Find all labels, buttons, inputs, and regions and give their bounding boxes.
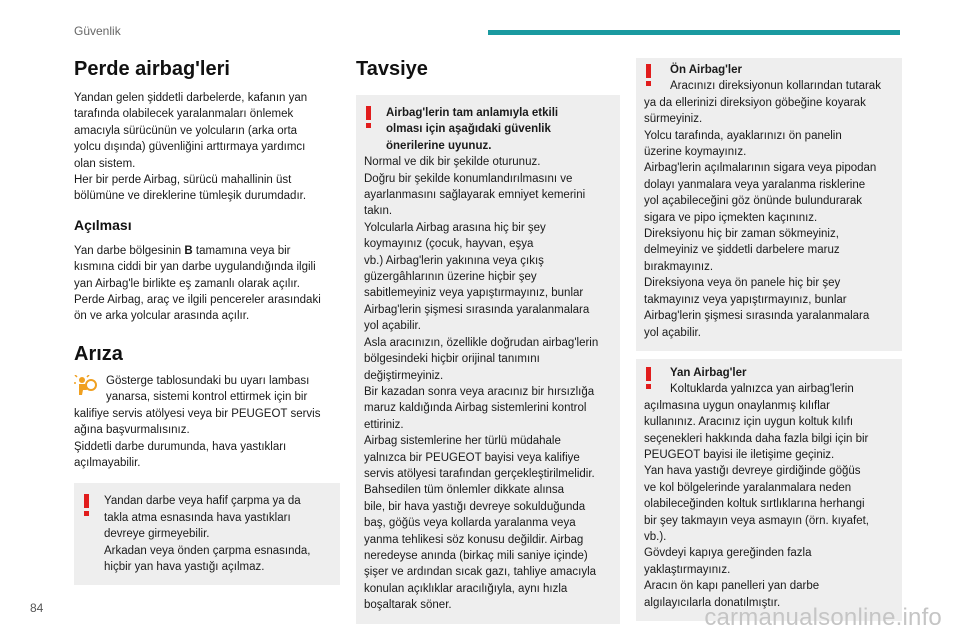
warning-box-side-airbags: [636, 359, 902, 621]
fault-text: Gösterge tablosundaki bu uyarı lambası yanarsa, sistemi kontrol ettirmek için bir kalifiye servis atölyesi veya bir PEUGEOT servis ağına başvurmalısınız. Şiddetli darbe durumunda, hava yastıkları açılmayabilir.: [74, 374, 321, 469]
warning-box-advice: [356, 95, 620, 624]
deployment-text-start: Yan darbe bölgesinin: [74, 244, 185, 257]
front-airbags-heading: Ön Airbag'ler: [670, 64, 742, 76]
side-airbags-heading: Yan Airbag'ler: [670, 366, 747, 379]
airbag-warning-lamp-icon: [74, 375, 98, 397]
exclamation-icon: [646, 64, 651, 86]
section-title-fault: Arıza: [74, 342, 123, 365]
subsection-title-deployment: Açılması: [74, 216, 132, 233]
front-airbags-body: ya da ellerinizi direksiyon göbeğine koyarak sürmeyiniz. Yolcu tarafında, ayaklarınızı ön panelin üzerine koymayınız. Airbag'lerin açılmalarının sigara veya pipodan dolayı yanmalara veya yaralanma risklerine yol açabileceğini göz önünde bulundurarak sigara ve pipo içmekten kaçınınız. Direksiyonu hiç bir zaman sökmeyiniz, delmeyiniz ve şiddetli darbelere maruz bırakmayınız. Direksiyona veya ön panele hiç bir şey takmayınız veya yapıştırmayınız, bunlar Airbag'lerin şişmesi sırasında yaralanmalara yol açabilir.: [644, 96, 877, 339]
deployment-text-end: tamamına veya bir kısmına ciddi bir yan darbe uygulandığında ilgili yan Airbag'le birlikte eş zamanlı olarak açılır. Perde Airbag, araç ve ilgili pencereler arasındaki ön ve arka yolcular arasında açılır.: [74, 244, 321, 323]
front-airbags-first-line: Aracınızı direksiyonun kollarından tutarak: [670, 80, 881, 93]
zone-b-label: B: [184, 244, 193, 257]
advice-body: Normal ve dik bir şekilde oturunuz. Doğru bir şekilde konumlandırılmasını ve ayarlanmasını sağlayarak emniyet kemerini takın. Yolcularla Airbag arasına hiç bir şey koymayınız (çocuk, hayvan, eşya vb.) Airbag'lerin yakınına veya çıkış güzergâhlarının üzerine hiçbir şey sabitlemeyiniz veya yapıştırmayınız, bunlar Airbag'lerin şişmesi sırasında yaralanmalara yol açabilir. Asla aracınızın, özellikle doğrudan airbag'lerin bölgesindeki hiçbir orijinal tanımını değiştirmeyiniz. Bir kazadan sonra veya aracınız bir hırsızlığa maruz kaldığında Airbag sistemlerini kontrol ettiriniz. Airbag sistemlerine her türlü müdahale yalnızca bir PEUGEOT bayisi veya kalifiye servis atölyesi tarafından gerçekleştirilmelidir. Bahsedilen tüm önlemler dikkate alınsa bile, bir hava yastığı devreye sokulduğunda baş, göğüs veya kollarda yaralanma veya yanma tehlikesi söz konusu değildir. Airbag neredeyse anında (birkaç mili saniye içinde) şişer ve ardından sıcak gazı, tahliye amacıyla konulan açıklıklar aracılığıyla, aynı hızla boşaltarak söner.: [364, 156, 599, 612]
curtain-airbags-intro: Yandan gelen şiddetli darbelerde, kafanın yan tarafında olabilecek yaralanmaları önlemek amacıyla sürücünün ve yolcuların (arka orta yolcu dışında) güvenliğini arttırmaya yardımcı olan sistem. Her bir perde Airbag, sürücü mahallinin üst bölümüne ve direklerine tümleşik durumdadır.: [74, 92, 308, 203]
watermark: carmanualsonline.info: [704, 604, 942, 631]
side-airbags-body: açılmasına uygun onaylanmış kılıflar kullanınız. Aracınız için uygun koltuk kılıfı seçenekleri hakkında daha fazla bilgi için bir PEUGEOT bayisi ile iletişime geçiniz. Yan hava yastığı devreye girdiğinde göğüs ve kol bölgelerinde yaralanmalara neden olabileceğinden koltuk sırtlıklarına herhangi bir şey takmayın veya asmayın (örn. kıyafet, vb.). Gövdeyi kapıya gereğinden fazla yaklaştırmayınız. Aracın ön kapı panelleri yan darbe algılayıcılarla donatılmıştır.: [644, 399, 869, 609]
deployment-text: [74, 243, 340, 325]
column-middle: [356, 58, 620, 624]
warning-box-front-airbags: [636, 58, 902, 351]
warning-side-impact-text: Yandan darbe veya hafif çarpma ya da takla atma esnasında hava yastıkları devreye girmeyebilir. Arkadan veya önden çarpma esnasında, hiçbir yan hava yastığı açılmaz.: [104, 495, 311, 573]
column-left: [74, 58, 340, 585]
advice-heading: Airbag'lerin tam anlamıyla etkili olması için aşağıdaki güvenlik önerilerine uyunuz.: [386, 107, 559, 152]
page-number: 84: [30, 601, 44, 615]
section-title-advice: Tavsiye: [356, 58, 428, 80]
fault-block: [74, 373, 340, 471]
exclamation-icon: [366, 106, 371, 128]
warning-box-side-impact: [74, 483, 340, 585]
header-accent-bar: [488, 30, 900, 35]
header-section-title: Güvenlik: [74, 24, 121, 38]
side-airbags-first-line: Koltuklarda yalnızca yan airbag'lerin: [670, 383, 854, 396]
exclamation-icon: [646, 367, 651, 389]
column-right: [636, 58, 902, 621]
section-title-curtain-airbags: Perde airbag'leri: [74, 58, 230, 80]
exclamation-icon: [84, 494, 89, 516]
